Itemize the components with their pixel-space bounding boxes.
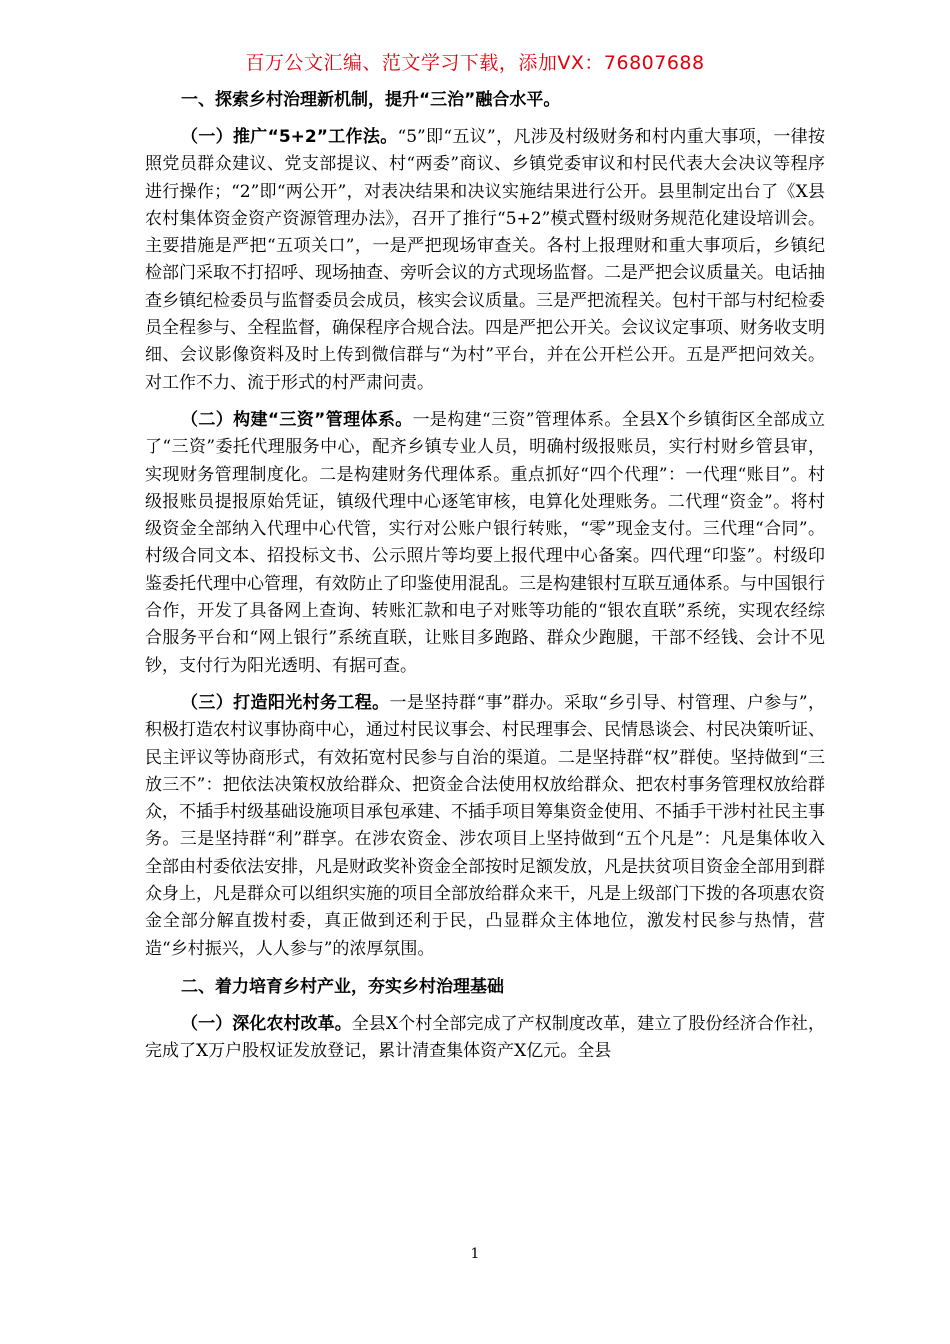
paragraph-3 [145,690,825,963]
paragraph-1-body: “5”即“五议”，凡涉及村级财务和村内重大事项，一律按照党员群众建议、党支部提议、村“两委”商议、乡镇党委审议和村民代表大会决议等程序进行操作；“2”即“两公开”，对表决结果和决议实施结果进行公开。县里制定出台了《X县农村集体资金资产资源管理办法》，召开了推行“5+2”模式暨村级财务规范化建设培训会。主要措施是严把“五项关口”，一是严把现场审查关。各村上报理财和重大事项后，乡镇纪检部门采取不打招呼、现场抽查、旁听会议的方式现场监督。二是严把会议质量关。电话抽查乡镇纪检委员与监督委员会成员，核实会议质量。三是严把流程关。包村干部与村纪检委员全程参与、全程监督，确保程序合规合法。四是严把公开关。会议议定事项、财务收支明细、会议影像资料及时上传到微信群与“为村”平台，并在公开栏公开。五是严把问效关。对工作不力、流于形式的村严肃问责。 [145,127,825,393]
paragraph-4-body: 全县X个村全部完成了产权制度改革，建立了股份经济合作社，完成了X万户股权证发放登记，累计清查集体资产X亿元。全县 [145,1013,825,1062]
paragraph-3-body: 一是坚持群“事”群办。采取“乡引导、村管理、户参与”，积极打造农村议事协商中心，通过村民议事会、村民理事会、民情恳谈会、村民决策听证、民主评议等协商形式，有效拓宽村民参与自治的渠道。二是坚持群“权”群使。坚持做到“三放三不”：把依法决策权放给群众、把资金合法使用权放给群众、把农村事务管理权放给群众，不插手村级基础设施项目承包承建、不插手项目筹集资金使用、不插手干涉村社民主事务。三是坚持群“利”群享。在涉农资金、涉农项目上坚持做到“五个凡是”：凡是集体收入全部由村委依法安排，凡是财政奖补资金全部按时足额发放，凡是扶贫项目资金全部用到群众身上，凡是群众可以组织实施的项目全部放给群众来干，凡是上级部门下拨的各项惠农资金全部分解直拨村委，真正做到还利于民，凸显群众主体地位，激发村民参与热情，营造“乡村振兴，人人参与”的浓厚氛围。 [145,692,826,959]
paragraph-4-lead: （一）深化农村改革。 [181,1013,352,1034]
page-number: 1 [470,1246,480,1262]
section-2-heading: 二、着力培育乡村产业，夯实乡村治理基础 [181,976,504,997]
section-1-heading: 一、探索乡村治理新机制，提升“三治”融合水平。 [181,90,561,110]
paragraph-1 [145,124,825,397]
paragraph-2 [145,407,825,680]
paragraph-1-lead: （一）推广“5+2”工作法。 [181,127,398,147]
paragraph-2-lead: （二）构建“三资”管理体系。 [181,409,413,430]
paragraph-4 [145,1011,825,1066]
promo-banner: 百万公文汇编、范文学习下载，添加VX：76807688 [245,52,705,74]
document-body [145,86,825,1076]
paragraph-3-lead: （三）打造阳光村务工程。 [181,692,390,713]
paragraph-2-body: 一是构建“三资”管理体系。全县X个乡镇街区全部成立了“三资”委托代理服务中心，配齐乡镇专业人员，明确村级报账员，实行村财乡管县审，实现财务管理制度化。二是构建财务代理体系。重点抓好“四个代理”：一代理“账目”。村级报账员提报原始凭证，镇级代理中心逐笔审核，电算化处理账务。二代理“资金”。将村级资金全部纳入代理中心代管，实行对公账户银行转账，“零”现金支付。三代理“合同”。村级合同文本、招投标文书、公示照片等均要上报代理中心备案。四代理“印鉴”。村级印鉴委托代理中心管理，有效防止了印鉴使用混乱。三是构建银村互联互通体系。与中国银行合作，开发了具备网上查询、转账汇款和电子对账等功能的“银农直联”系统，实现农经综合服务平台和“网上银行”系统直联，让账目多跑路、群众少跑腿，干部不经钱、会计不见钞，支付行为阳光透明、有据可查。 [145,409,825,676]
